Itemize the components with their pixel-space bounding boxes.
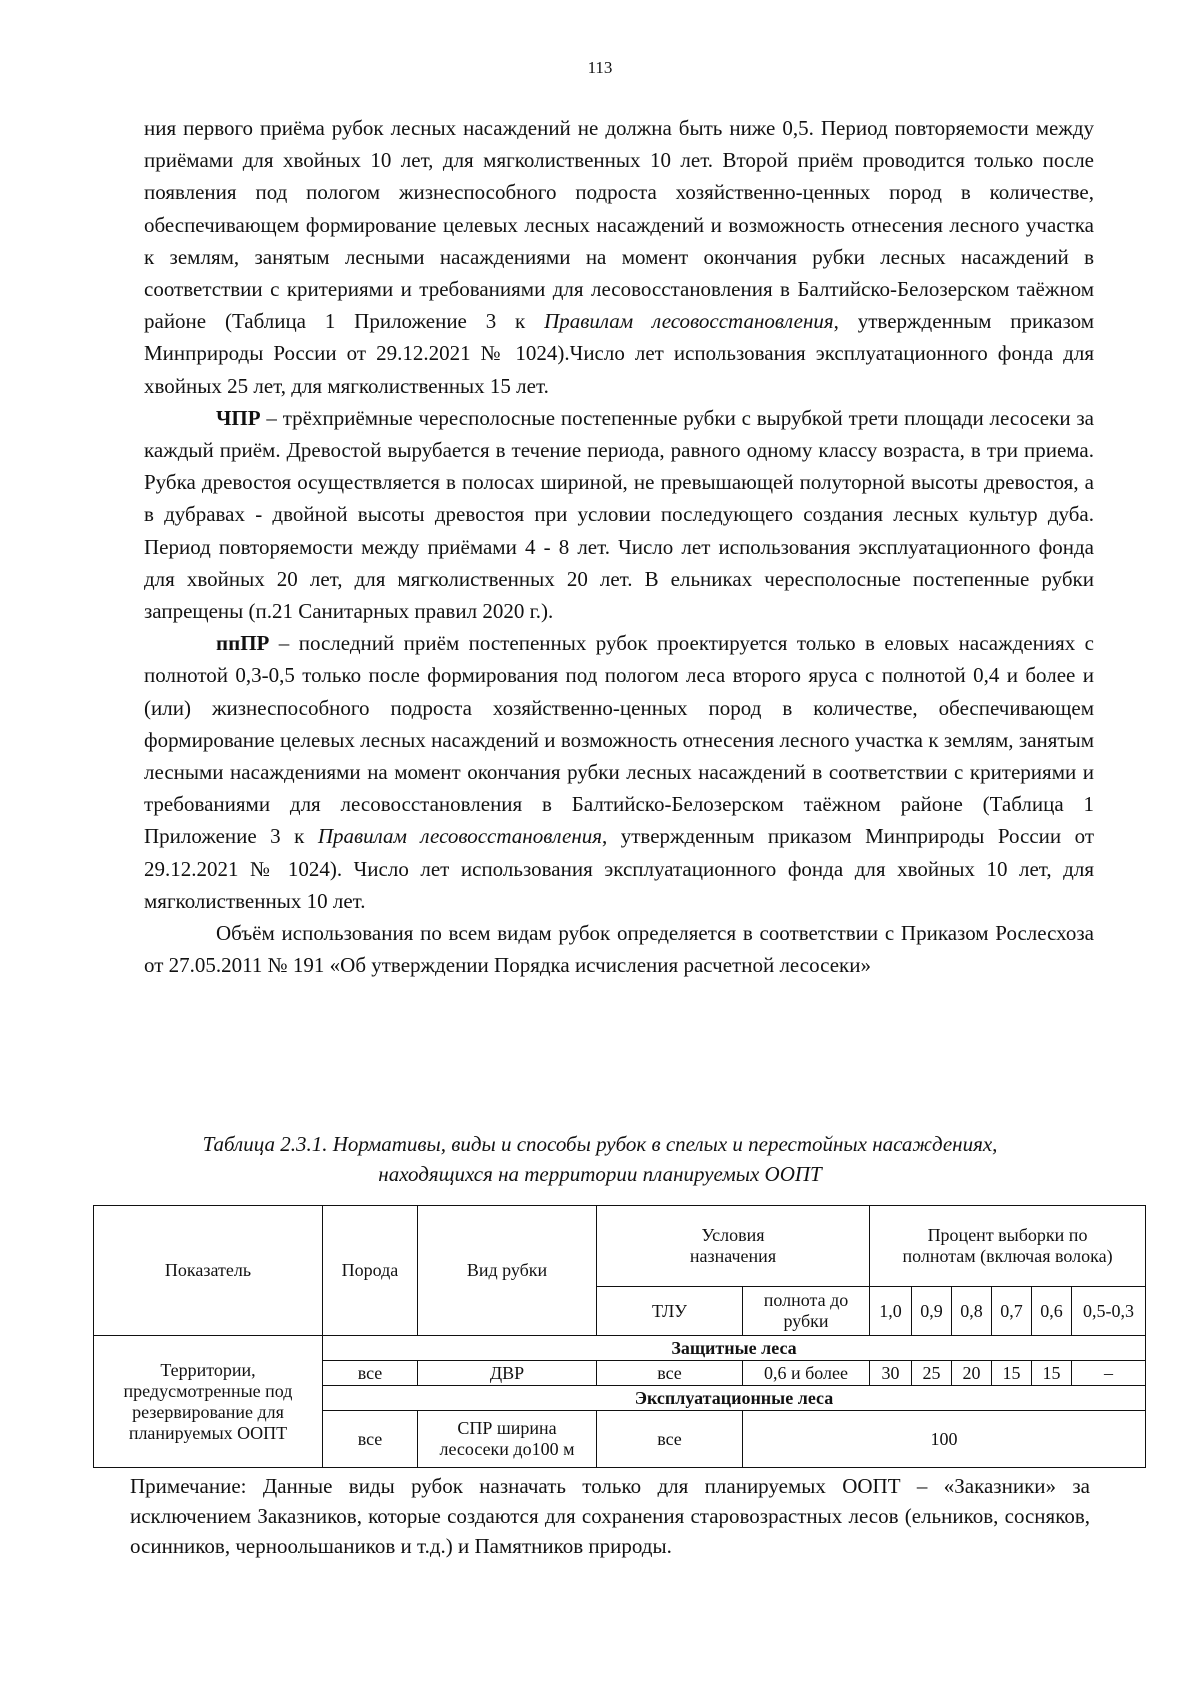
header-density-0-8: 0,8 (952, 1287, 992, 1336)
section-protective: Защитные леса (323, 1336, 1146, 1361)
cell-value-0-5-0-3: – (1072, 1361, 1146, 1386)
body-text (144, 112, 1094, 981)
term-pppr: ппПР (216, 631, 270, 656)
table-caption: Таблица 2.3.1. Нормативы, виды и способы рубок в спелых и перестойных насаждениях, находящихся на территории планируемых ООПТ (202, 1132, 998, 1186)
territory-cell: Территории, предусмотренные под резервирование для планируемых ООПТ (94, 1336, 323, 1468)
cell-breed: все (323, 1411, 418, 1468)
header-conditions: Условия назначения (597, 1206, 870, 1287)
cell-value-0-9: 25 (912, 1361, 952, 1386)
section-exploitation: Эксплуатационные леса (323, 1386, 1146, 1411)
cell-value-0-7: 15 (992, 1361, 1032, 1386)
italic-reference: Правилам лесовосстановления (544, 309, 834, 334)
cell-tlu: все (597, 1411, 743, 1468)
term-chpr: ЧПР (216, 405, 261, 430)
paragraph-chpr: ЧПР – трёхприёмные чересполосные постепенные рубки с вырубкой трети площади лесосеки за каждый приём. Древостой вырубается в течение периода, равного одному классу возраста, в три приема. Рубка древостоя осуществляется в полосах шириной, не превышающей полуторной высоты древостоя, а в дубравах - двойной высоты древостоя при условии последующего создания лесных культур дуба. Период повторяемости между приёмами 4 - 8 лет. Число лет использования эксплуатационного фонда для хвойных 20 лет, для мягколиственных 20 лет. В ельниках чересполосные постепенные рубки запрещены (п.21 Санитарных правил 2020 г.). (144, 405, 1094, 624)
paragraph-pppr: ппПР – последний приём постепенных рубок проектируется только в еловых насаждениях с полнотой 0,3-0,5 только после формирования под пологом леса второго яруса с полнотой 0,4 и более и (или) жизнеспособного подроста хозяйственно-ценных пород в количестве, обеспечивающем формирование целевых лесных насаждений и возможность отнесения лесного участка к землям, занятым лесными насаждениями на момент окончания рубки лесных насаждений в соответствии с критериями и требованиями для лесовосстановления в Балтийско-Белозерском таёжном районе (Таблица 1 Приложение 3 к Правилам лесовосстановления, утвержденным приказом Минприроды России от 29.12.2021 № 1024). Число лет использования эксплуатационного фонда для хвойных 10 лет, для мягколиственных 10 лет. (144, 631, 1095, 913)
section-row-protective (94, 1336, 1146, 1361)
header-breed: Порода (323, 1206, 418, 1336)
cell-value-1-0: 30 (870, 1361, 912, 1386)
header-density-0-9: 0,9 (912, 1287, 952, 1336)
paragraph-1: ния первого приёма рубок лесных насаждений не должна быть ниже 0,5. Период повторяемости между приёмами для хвойных 10 лет, для мягколиственных 10 лет. Второй приём проводится только после появления под пологом жизнеспособного подроста хозяйственно-ценных пород в количестве, обеспечивающем формирование целевых лесных насаждений и возможность отнесения лесного участка к землям, занятым лесными насаждениями на момент окончания рубки лесных насаждений в соответствии с критериями и требованиями для лесовосстановления в Балтийско-Белозерском таёжном районе (Таблица 1 Приложение 3 к Правилам лесовосстановления, утвержденным приказом Минприроды России от 29.12.2021 № 1024).Число лет использования эксплуатационного фонда для хвойных 25 лет, для мягколиственных 15 лет. (144, 116, 1095, 398)
header-percent: Процент выборки по полнотам (включая волока) (870, 1206, 1146, 1287)
cell-value-0-6: 15 (1032, 1361, 1072, 1386)
header-cut-type: Вид рубки (418, 1206, 597, 1336)
cell-density: 0,6 и более (743, 1361, 870, 1386)
header-indicator: Показатель (94, 1206, 323, 1336)
header-tlu: ТЛУ (597, 1287, 743, 1336)
header-density-to-cut: полнота до рубки (743, 1287, 870, 1336)
page-number: 113 (587, 58, 613, 77)
header-density-0-5-0-3: 0,5-0,3 (1072, 1287, 1146, 1336)
table-note: Примечание: Данные виды рубок назначать только для планируемых ООПТ – «Заказники» за исключением Заказников, которые создаются для сохранения старовозрастных лесов (ельников, сосняков, осинников, черноольшаников и т.д.) и Памятников природы. (130, 1474, 1090, 1558)
cell-tlu: все (597, 1361, 743, 1386)
table-header-row (94, 1206, 1146, 1287)
header-density-0-7: 0,7 (992, 1287, 1032, 1336)
norms-table (93, 1205, 1146, 1468)
cell-value-0-8: 20 (952, 1361, 992, 1386)
cell-cut-type: СПР ширина лесосеки до100 м (418, 1411, 597, 1468)
cell-cut-type: ДВР (418, 1361, 597, 1386)
header-density-0-6: 0,6 (1032, 1287, 1072, 1336)
header-density-1-0: 1,0 (870, 1287, 912, 1336)
italic-reference: Правилам лесовосстановления (317, 824, 603, 849)
paragraph-volume: Объём использования по всем видам рубок определяется в соответствии с Приказом Рослесхоза от 27.05.2011 № 191 «Об утверждении Порядка исчисления расчетной лесосеки» (144, 921, 1094, 978)
cell-breed: все (323, 1361, 418, 1386)
cell-value-merged: 100 (743, 1411, 1146, 1468)
